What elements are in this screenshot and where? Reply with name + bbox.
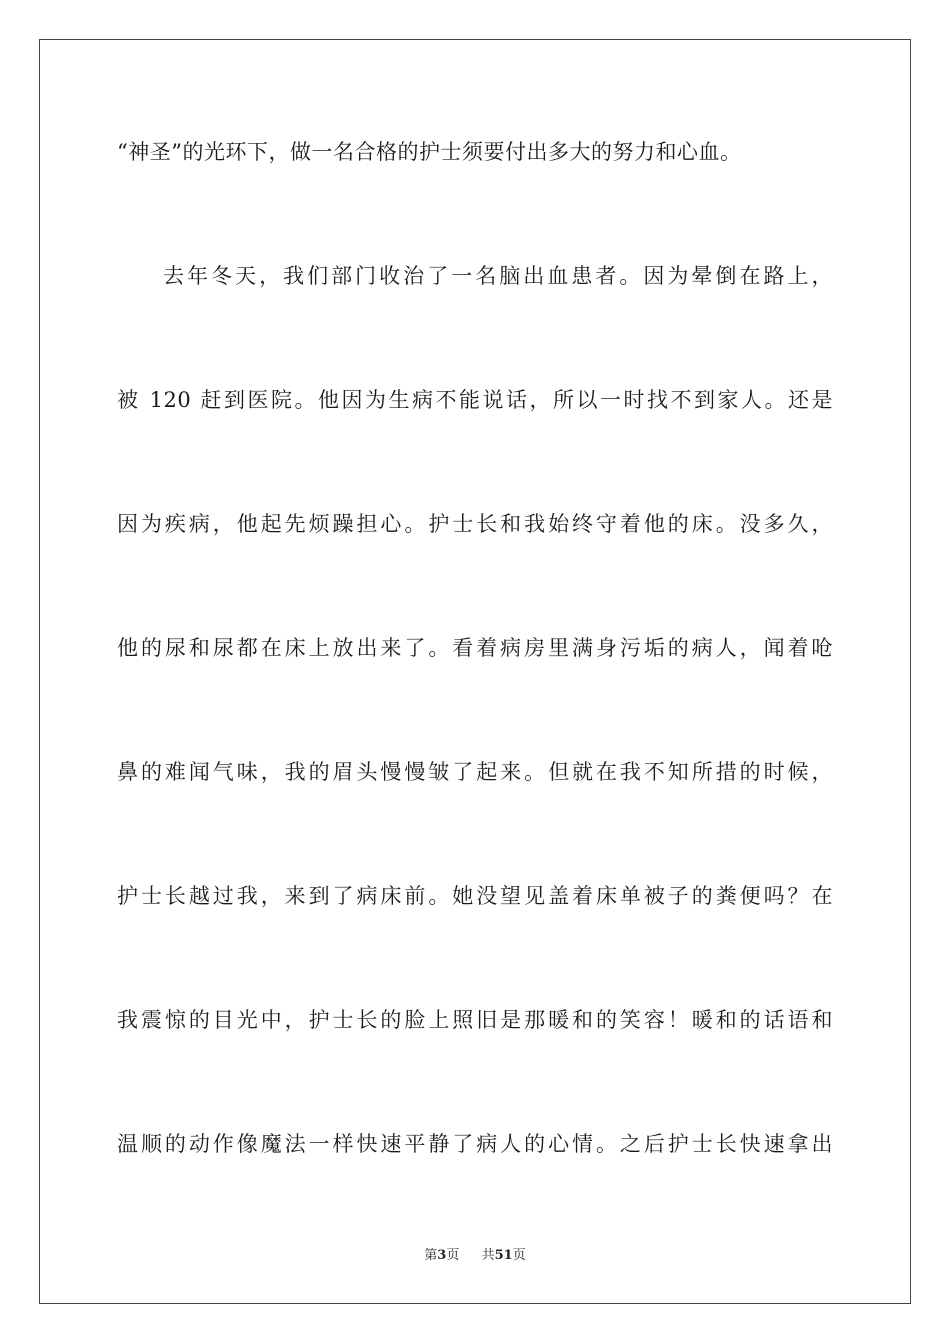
text-line-8: 我震惊的目光中，护士长的脸上照旧是那暖和的笑容！暖和的话语和 [117,1008,833,1032]
footer-page-prefix: 第 [424,1248,438,1263]
total-pages-number: 51 [494,1248,513,1263]
footer-page-unit: 页 [446,1248,460,1263]
page-border [39,39,911,1304]
text-line-9: 温顺的动作像魔法一样快速平静了病人的心情。之后护士长快速拿出 [117,1132,833,1156]
text-line-7: 护士长越过我，来到了病床前。她没望见盖着床单被子的粪便吗？在 [117,884,833,908]
text-line-5: 他的尿和尿都在床上放出来了。看着病房里满身污垢的病人，闻着呛 [117,636,833,660]
footer-total-prefix: 共 [481,1248,495,1263]
text-line-2: 去年冬天，我们部门收治了一名脑出血患者。因为晕倒在路上， [163,264,833,288]
footer-total-unit: 页 [512,1248,526,1263]
text-line-6: 鼻的难闻气味，我的眉头慢慢皱了起来。但就在我不知所措的时候， [117,760,833,784]
text-line-4: 因为疾病，他起先烦躁担心。护士长和我始终守着他的床。没多久， [117,512,833,536]
current-page-number: 3 [437,1248,447,1263]
text-line-1: “神圣”的光环下，做一名合格的护士须要付出多大的努力和心血。 [117,140,742,164]
text-line-3: 被 120 赶到医院。他因为生病不能说话，所以一时找不到家人。还是 [117,388,833,412]
page-footer [0,1247,950,1265]
